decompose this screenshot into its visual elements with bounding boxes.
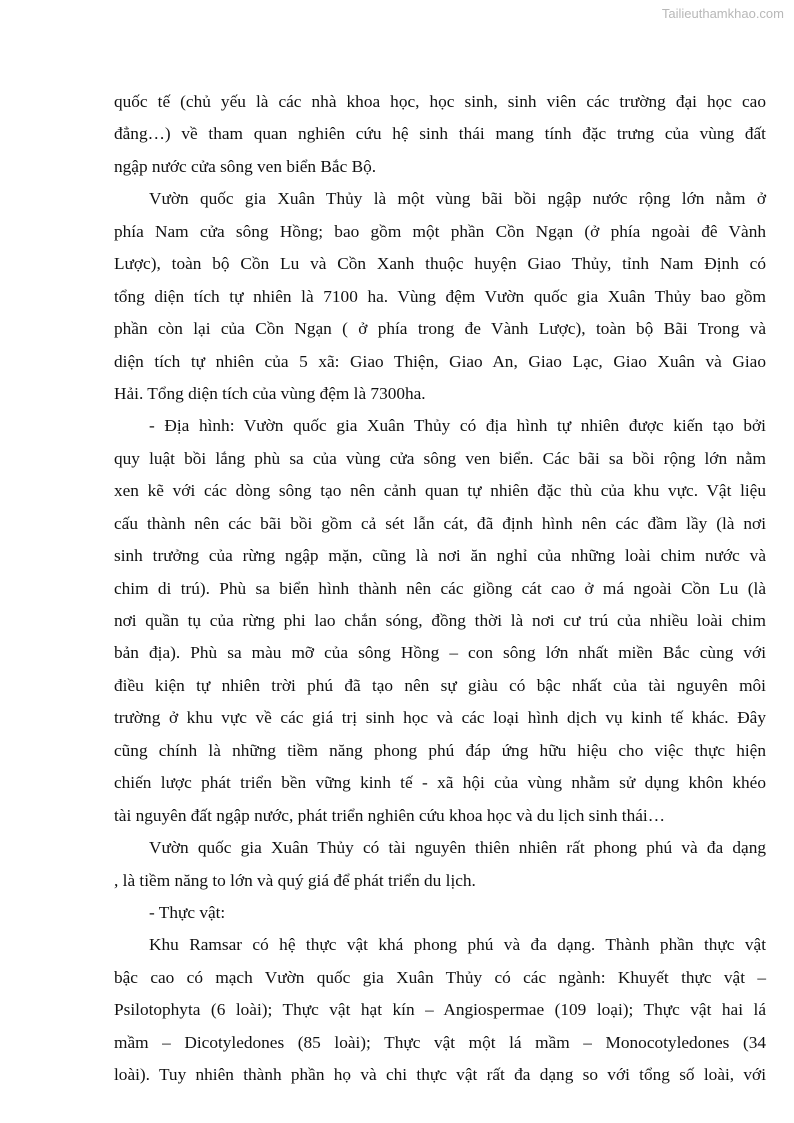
text-line: sinh trưởng của rừng ngập mặn, cũng là nơi ăn nghỉ của những loài chim nước và <box>114 546 766 566</box>
text-line: phần còn lại của Cồn Ngạn ( ở phía trong đe Vành Lược), toàn bộ Bãi Trong và <box>114 319 766 339</box>
text-line: diện tích tự nhiên của 5 xã: Giao Thiện, Giao An, Giao Lạc, Giao Xuân và Giao <box>114 351 766 371</box>
text-line: phía Nam cửa sông Hồng; bao gồm một phần Cồn Ngạn (ở phía ngoài đê Vành <box>114 221 766 241</box>
text-line: mầm – Dicotyledones (85 loài); Thực vật một lá mầm – Monocotyledones (34 <box>114 1032 766 1052</box>
text-line: - Thực vật: <box>149 902 226 922</box>
text-line: - Địa hình: Vườn quốc gia Xuân Thủy có địa hình tự nhiên được kiến tạo bởi <box>149 416 766 436</box>
text-line: tài nguyên đất ngập nước, phát triển nghiên cứu khoa học và du lịch sinh thái… <box>114 805 665 825</box>
text-line: quy luật bồi lắng phù sa của vùng cửa sông ven biển. Các bãi sa bồi rộng lớn nằm <box>114 448 766 468</box>
text-line: quốc tế (chủ yếu là các nhà khoa học, học sinh, sinh viên các trường đại học cao <box>114 92 766 111</box>
text-line: điều kiện tự nhiên trời phú đã tạo nên sự giàu có bậc nhất của tài nguyên môi <box>114 675 766 695</box>
text-line: Vườn quốc gia Xuân Thủy là một vùng bãi bồi ngập nước rộng lớn nằm ở <box>149 189 766 209</box>
text-line: Lược), toàn bộ Cồn Lu và Cồn Xanh thuộc huyện Giao Thủy, tỉnh Nam Định có <box>114 254 766 274</box>
text-line: cấu thành nên các bãi bồi gồm cả sét lẫn cát, đã định hình nên các đầm lầy (là nơi <box>114 513 766 533</box>
paragraph <box>114 410 766 832</box>
text-line: chiến lược phát triển bền vững kinh tế - xã hội của vùng nhằm sử dụng khôn khéo <box>114 773 766 793</box>
paragraph <box>114 897 766 929</box>
text-line: ngập nước cửa sông ven biển Bắc Bộ. <box>114 156 377 176</box>
watermark: Tailieuthamkhao.com <box>661 6 784 21</box>
text-line: chim di trú). Phù sa biển hình thành nên các giồng cát cao ở má ngoài Cồn Lu (là <box>114 578 766 598</box>
paragraph <box>114 929 766 1091</box>
paragraph <box>114 86 766 183</box>
text-line: đẳng…) về tham quan nghiên cứu hệ sinh thái mang tính đặc trưng của vùng đất <box>114 124 766 144</box>
paragraph <box>114 832 766 897</box>
text-line: , là tiềm năng to lớn và quý giá để phát triển du lịch. <box>114 870 476 890</box>
text-line: Khu Ramsar có hệ thực vật khá phong phú và đa dạng. Thành phần thực vật <box>149 935 766 955</box>
text-line: Vườn quốc gia Xuân Thủy có tài nguyên thiên nhiên rất phong phú và đa dạng <box>149 838 766 858</box>
text-line: tổng diện tích tự nhiên là 7100 ha. Vùng đệm Vườn quốc gia Xuân Thủy bao gồm <box>114 286 766 306</box>
text-line: Psilotophyta (6 loài); Thực vật hạt kín – Angiospermae (109 loại); Thực vật hai lá <box>114 1000 766 1020</box>
text-line: xen kẽ với các dòng sông tạo nên cảnh quan tự nhiên đặc thù của khu vực. Vật liệu <box>114 481 766 501</box>
text-line: Hải. Tổng diện tích của vùng đệm là 7300ha. <box>114 383 426 403</box>
text-line: trường ở khu vực về các giá trị sinh học và các loại hình dịch vụ kinh tế khác. Đây <box>114 708 766 728</box>
text-line: cũng chính là những tiềm năng phong phú đáp ứng hữu hiệu cho việc thực hiện <box>114 740 766 760</box>
text-line: loài). Tuy nhiên thành phần họ và chi thực vật rất đa dạng so với tổng số loài, với <box>114 1065 766 1085</box>
document-body <box>114 86 766 1092</box>
text-line: bậc cao có mạch Vườn quốc gia Xuân Thủy có các ngành: Khuyết thực vật – <box>114 967 766 987</box>
text-line: nơi quần tụ của rừng phi lao chắn sóng, đồng thời là nơi cư trú của nhiều loài chim <box>114 611 766 630</box>
paragraph <box>114 183 766 410</box>
text-line: bản địa). Phù sa màu mỡ của sông Hồng – con sông lớn nhất miền Bắc cùng với <box>114 643 766 663</box>
